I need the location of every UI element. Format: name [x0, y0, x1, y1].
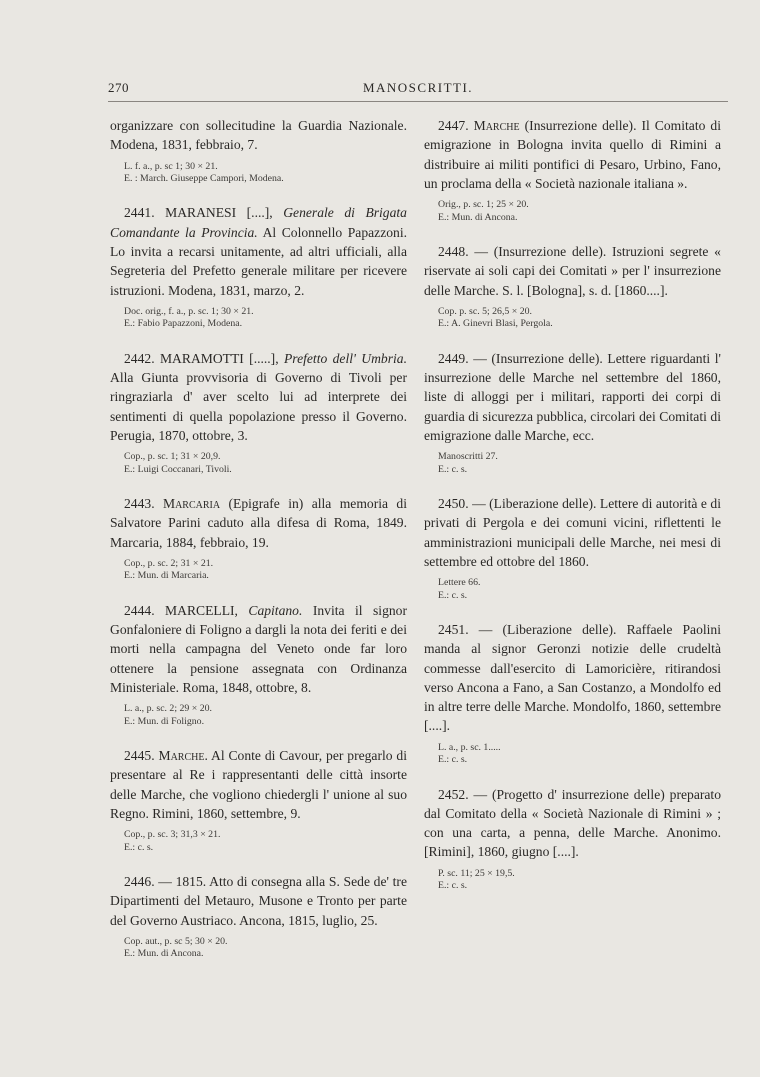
- entry-number: 2446.: [124, 874, 155, 889]
- entry-description: Cop. aut., p. sc 5; 30 × 20.: [124, 935, 228, 947]
- entry-owner: E.: c. s.: [124, 841, 154, 853]
- entry-text: [424, 494, 721, 571]
- catalog-entry: [424, 349, 721, 476]
- entry-owner: E.: c. s.: [438, 880, 468, 892]
- entry-description: Lettere 66.: [438, 577, 481, 589]
- entry-body: Invita il signor Gonfaloniere di Foligno a dargli la nota dei feriti e dei morti nella campagna del Veneto onde far loro ottenere la pensione assegnata con Ordinanza Ministeriale. Roma, 1848, ottobre, 8.: [110, 602, 407, 695]
- entry-metadata: [438, 742, 721, 767]
- entry-metadata: [124, 703, 407, 728]
- entry-description: Doc. orig., f. a., p. sc. 1; 30 × 21.: [124, 305, 254, 317]
- entry-author: Marcaria: [163, 496, 221, 511]
- entry-description: L. a., p. sc. 2; 29 × 20.: [124, 703, 212, 715]
- entry-owner: E.: A. Ginevri Blasi, Pergola.: [438, 318, 553, 330]
- catalog-entry: [110, 116, 407, 185]
- entry-text: [110, 601, 407, 697]
- header-rule: [108, 101, 728, 102]
- entry-author: Marche: [473, 118, 520, 133]
- entry-title: Capitano.: [248, 602, 303, 618]
- catalog-entry: [110, 746, 407, 854]
- entry-owner: E.: Fabio Papazzoni, Modena.: [124, 318, 243, 330]
- entry-text: [424, 349, 721, 445]
- entry-description: Cop., p. sc. 3; 31,3 × 21.: [124, 829, 221, 841]
- entry-metadata: [124, 936, 407, 961]
- entry-text: [424, 785, 721, 862]
- entry-owner: E. : March. Giuseppe Campori, Modena.: [124, 173, 284, 184]
- entry-description: Cop., p. sc. 1; 31 × 20,9.: [124, 451, 221, 463]
- entry-body: (Insurrezione delle). Lettere riguardanti l' insurrezione delle Marche nel settembre del 1860, liste di alloggi per i militari, rapporti dei corpi di guardia di sicurezza pubblica, circolari dei Comitati di emigrazione dalle Marche, ecc.: [424, 350, 721, 443]
- entry-body: (Liberazione delle). Lettere di autorità e di privati di Pergola e dei comuni vicini, riflettenti le amministrazioni municipali delle Marche, nei mesi di settembre ed ottobre del 1860.: [424, 496, 721, 569]
- right-column: [424, 116, 721, 911]
- entry-number: 2451.: [438, 622, 469, 637]
- catalog-entry: [110, 872, 407, 961]
- running-title: MANOSCRITTI.: [362, 80, 474, 95]
- entry-number: 2449.: [438, 350, 469, 366]
- entry-text: [110, 494, 407, 552]
- entry-metadata: [438, 306, 721, 331]
- entry-author: —: [478, 622, 493, 637]
- entry-number: 2452.: [438, 786, 469, 802]
- entry-body: (Insurrezione delle). Istruzioni segrete « riservate ai soli capi dei Comitati » per l' insurrezione delle Marche. S. l. [Bologna], s. d. [1860....].: [424, 244, 721, 298]
- entry-author: MARANESI [....],: [165, 205, 273, 221]
- entry-metadata: [124, 558, 407, 583]
- entry-author: MARCELLI,: [165, 602, 238, 618]
- entry-body: organizzare con sollecitudine la Guardia Nazionale. Modena, 1831, febbraio, 7.: [110, 118, 407, 153]
- entry-author: Marche.: [158, 748, 208, 763]
- catalog-entry: [424, 242, 721, 331]
- entry-description: L. f. a., p. sc 1; 30 × 21.: [124, 160, 218, 172]
- entry-author: MARAMOTTI [.....],: [159, 350, 279, 366]
- entry-body: Atto di consegna alla S. Sede de' tre Dipartimenti del Metauro, Musone e Tronto per parte del Governo Austriaco. Ancona, 1815, luglio, 25.: [110, 874, 407, 928]
- entry-text: [110, 203, 407, 299]
- page-number: 270: [108, 80, 129, 95]
- entry-text: [110, 746, 407, 823]
- entry-number: 2450.: [438, 496, 469, 511]
- entry-author: —: [473, 350, 487, 366]
- entry-metadata: [438, 868, 721, 893]
- entry-body: Alla Giunta provvisoria di Governo di Tivoli per ringraziarla d' aver scelto lui ad interprete dei sentimenti di quella popolazione presso il Governo. Perugia, 1870, ottobre, 3.: [110, 370, 407, 443]
- entry-number: 2448.: [438, 244, 469, 259]
- entry-metadata: [124, 451, 407, 476]
- entry-author: —: [472, 496, 486, 511]
- entry-owner: E.: Mun. di Ancona.: [124, 948, 204, 960]
- entry-metadata: [438, 199, 721, 224]
- entry-description: P. sc. 11; 25 × 19,5.: [438, 867, 515, 879]
- entry-title: Generale di Brigata Comandante la Provincia.: [110, 205, 407, 240]
- catalog-entry: [110, 601, 407, 728]
- entry-number: 2444.: [124, 602, 155, 618]
- entry-author: — 1815.: [158, 874, 207, 889]
- entry-body: (Epigrafe in) alla memoria di Salvatore Parini caduto alla difesa di Roma, 1849. Marcaria, 1884, febbraio, 19.: [110, 496, 408, 550]
- catalog-entry: [424, 785, 721, 893]
- entry-owner: E.: c. s.: [438, 463, 468, 475]
- entry-metadata: [124, 829, 407, 854]
- left-column: [110, 116, 407, 979]
- entry-author: —: [474, 244, 488, 259]
- entry-number: 2442.: [124, 350, 155, 366]
- entry-text: [424, 242, 721, 300]
- entry-owner: E.: Mun. di Ancona.: [438, 211, 518, 223]
- entry-owner: E.: Mun. di Marcaria.: [124, 570, 209, 582]
- catalog-entry: [424, 494, 721, 602]
- entry-text: [424, 116, 721, 193]
- entry-metadata: [438, 451, 721, 476]
- entry-number: 2443.: [124, 496, 155, 511]
- entry-body: Al Colonnello Papazzoni. Lo invita a recarsi unitamente, ad altri ufficiali, alla Segreteria del Prefetto generale militare per ricevere istruzioni. Modena, 1831, marzo, 2.: [110, 224, 407, 298]
- entry-description: Manoscritti 27.: [438, 451, 498, 463]
- entry-number: 2445.: [124, 748, 155, 763]
- entry-body: Al Conte di Cavour, per pregarlo di presentare al Re i rappresentanti delle città insorte delle Marche, che vogliono chiedergli l' unione al suo Regno. Rimini, 1860, settembre, 9.: [110, 748, 408, 821]
- entry-owner: E.: c. s.: [438, 754, 468, 766]
- entry-owner: E.: c. s.: [438, 589, 468, 601]
- entry-text: [110, 349, 407, 445]
- entry-owner: E.: Mun. di Foligno.: [124, 715, 205, 727]
- entry-description: Orig., p. sc. 1; 25 × 20.: [438, 199, 529, 211]
- entry-number: 2447.: [438, 118, 469, 133]
- entry-body: (Progetto d' insurrezione delle) preparato dal Comitato della « Società Nazionale di Rimini » ; con una carta, a penna, delle Marche. Anonimo. [Rimini], 1860, giugno [....].: [424, 786, 721, 860]
- catalog-entry: [424, 116, 721, 224]
- entry-text: [110, 872, 407, 930]
- entry-number: 2441.: [124, 205, 155, 221]
- entry-owner: E.: Luigi Coccanari, Tivoli.: [124, 463, 232, 475]
- entry-text: [424, 620, 721, 736]
- entry-description: Cop. p. sc. 5; 26,5 × 20.: [438, 305, 532, 317]
- entry-author: —: [473, 786, 488, 802]
- entry-body: (Insurrezione delle). Il Comitato di emigrazione in Bologna invita quello di Rimini a distribuire ai militi pontifici di Pesaro, Urbino, Fano, un proclama della « Società nazionale italiana ».: [424, 118, 722, 191]
- entry-title: Prefetto dell' Umbria.: [283, 350, 407, 366]
- entry-metadata: [124, 306, 407, 331]
- page-header: [108, 80, 728, 100]
- catalog-entry: [110, 349, 407, 476]
- catalog-entry: [424, 620, 721, 767]
- catalog-entry: [110, 203, 407, 330]
- entry-description: Cop., p. sc. 2; 31 × 21.: [124, 557, 214, 569]
- catalog-entry: [110, 494, 407, 583]
- entry-description: L. a., p. sc. 1.....: [438, 741, 501, 753]
- entry-metadata: [124, 161, 407, 186]
- entry-metadata: [438, 577, 721, 602]
- entry-text: [110, 116, 407, 155]
- entry-body: (Liberazione delle). Raffaele Paolini manda al signor Geronzi notizie delle crudeltà commesse dall'esercito di Lamoricière, ritirandosi verso Ancona a Fano, a San Costanzo, a Mondolfo ed in altre terre delle Marche. Mondolfo, 1860, settembre [....].: [424, 622, 722, 734]
